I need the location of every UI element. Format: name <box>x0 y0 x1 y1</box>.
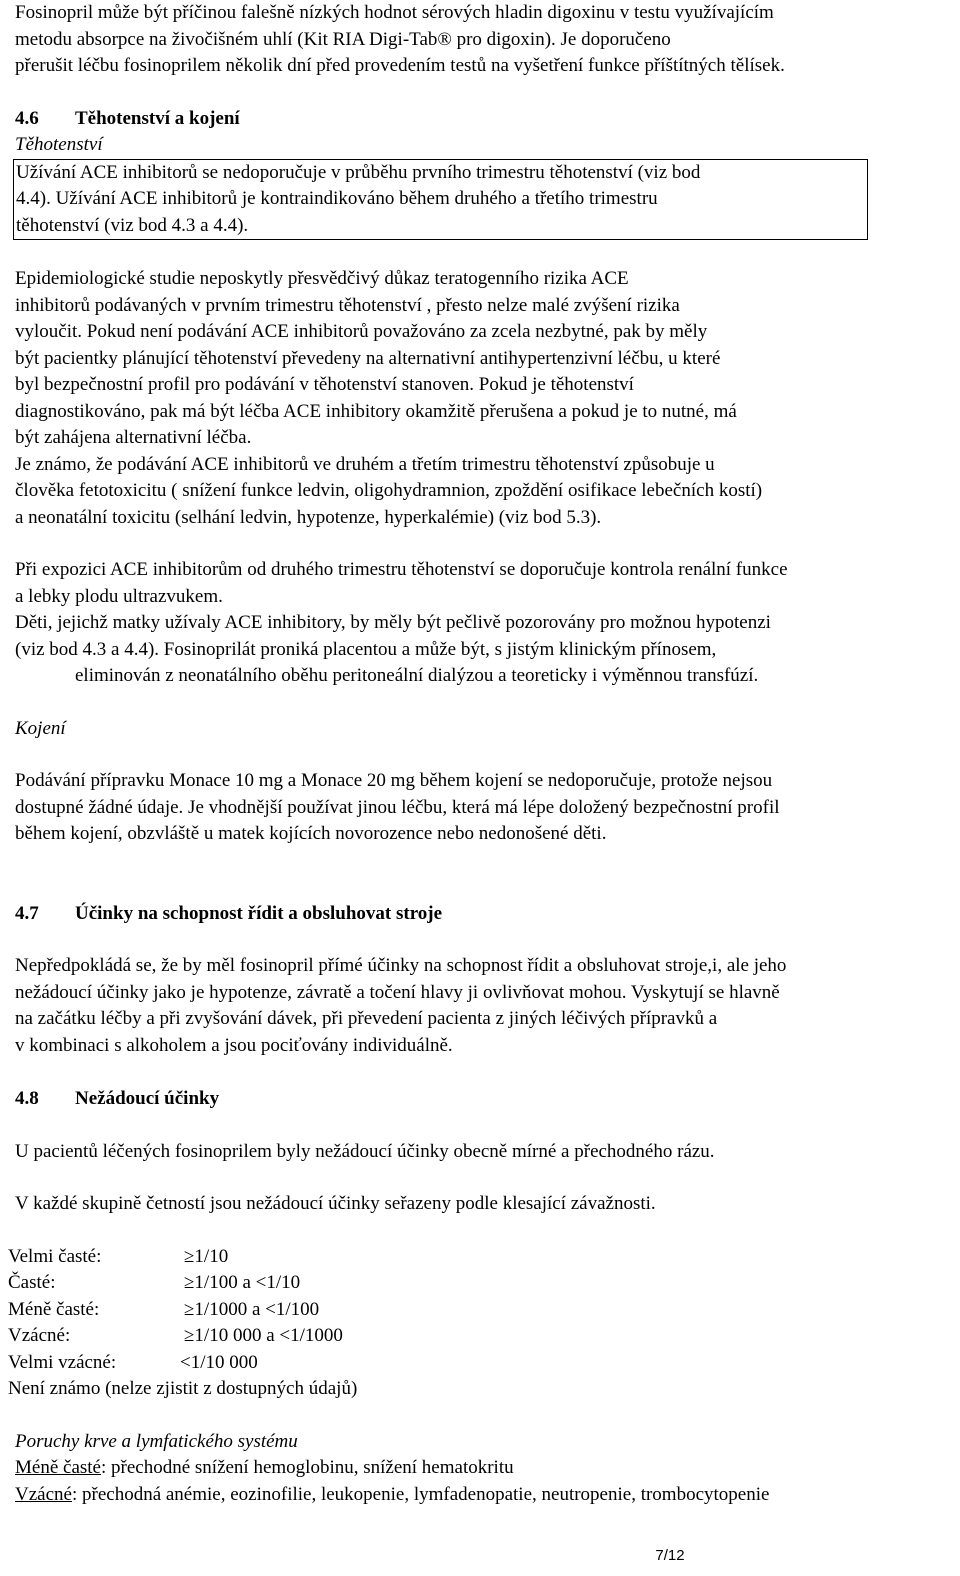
page-number: 7/12 <box>655 1547 685 1564</box>
frequency-value: ≥1/10 000 a <1/1000 <box>184 1325 343 1346</box>
frequency-value: ≥1/10 <box>184 1245 229 1267</box>
subheading-lactation: Kojení <box>15 717 66 739</box>
section-number: 4.6 <box>15 107 39 129</box>
frequency-row <box>8 1244 960 1271</box>
text-line: (viz bod 4.3 a 4.4). Fosinoprilát proniká placentou a může být, s jistým klinickým přínosem, <box>15 638 717 660</box>
text-line: byl bezpečnostní profil pro podávání v těhotenství stanoven. Pokud je těhotenství <box>15 374 634 395</box>
text-line: Je známo, že podávání ACE inhibitorů ve druhém a třetím trimestru těhotenství způsobuje u <box>15 453 715 475</box>
section-heading-4-7 <box>0 901 960 928</box>
text-line: 4.4). Užívání ACE inhibitorů je kontraindikováno během druhého a třetího trimestru <box>16 188 658 209</box>
adverse-item <box>15 1455 952 1482</box>
text-line: inhibitorů podávaných v prvním trimestru těhotenství , přesto nelze malé zvýšení rizika <box>15 294 680 316</box>
frequency-term: Velmi vzácné: <box>8 1351 117 1373</box>
frequency-value: <1/10 000 <box>180 1351 258 1373</box>
text-line: Užívání ACE inhibitorů se nedoporučuje v průběhu prvního trimestru těhotenství (viz bod <box>16 161 701 183</box>
adverse-text: : přechodné snížení hemoglobinu, snížení hematokritu <box>100 1457 514 1478</box>
section-heading-4-8 <box>0 1086 960 1113</box>
text-line: přerušit léčbu fosinoprilem několik dní před provedením testů na vyšetření funkce příštítných tělísek. <box>15 55 785 76</box>
section-title: Účinky na schopnost řídit a obsluhovat stroje <box>75 902 443 924</box>
text-line: vyloučit. Pokud není podávání ACE inhibitorů považováno za zcela nezbytné, pak by měly <box>15 321 708 342</box>
driving-paragraph <box>0 953 960 1059</box>
text-line: být pacientky plánující těhotenství převedeny na alternativní antihypertenzivní léčbu, u které <box>15 347 721 369</box>
text-line: Děti, jejichž matky užívaly ACE inhibitory, by měly být pečlivě pozorovány pro možnou hypotenzi <box>15 612 771 633</box>
text-line: být zahájena alternativní léčba. <box>15 427 252 448</box>
text-line: Nepředpokládá se, že by měl fosinopril přímé účinky na schopnost řídit a obsluhovat stroje,i, ale jeho <box>15 955 787 976</box>
text-line: nežádoucí účinky jako je hypotenze, závratě a točení hlavy ji ovlivňovat mohou. Vyskytují se hlavně <box>15 981 780 1003</box>
text-line: na začátku léčby a při zvyšování dávek, při převedení pacienta z jiných léčivých přípravků a <box>15 1008 718 1029</box>
frequency-term: Časté: <box>8 1272 56 1293</box>
frequency-value: ≥1/100 a <1/10 <box>184 1272 301 1293</box>
text-line: v kombinaci s alkoholem a jsou pociťovány individuálně. <box>15 1034 453 1056</box>
section-number: 4.7 <box>15 902 39 924</box>
text-line: metodu absorpce na živočišném uhlí (Kit RIA Digi-Tab® pro digoxin). Je doporučeno <box>15 28 671 50</box>
frequency-term: Velmi časté: <box>8 1245 102 1267</box>
section-heading-4-6 <box>0 106 960 133</box>
lactation-paragraph <box>0 768 960 848</box>
pregnancy-paragraph-2 <box>0 557 960 690</box>
text-line-indented: eliminován z neonatálního oběhu peritoneální dialýzou a teoreticky i výměnnou transfúzí. <box>75 665 759 686</box>
adverse-frequency: Vzácné <box>15 1483 72 1505</box>
adverse-paragraph-1: U pacientů léčených fosinoprilem byly nežádoucí účinky obecně mírné a přechodného rázu. <box>15 1140 715 1162</box>
adverse-paragraph-2: V každé skupině četností jsou nežádoucí účinky seřazeny podle klesající závažnosti. <box>15 1193 656 1214</box>
text-line: dostupné žádné údaje. Je vhodnější používat jinou léčbu, která má lépe doložený bezpečnostní profil <box>15 796 780 818</box>
intro-paragraph <box>0 0 960 80</box>
frequency-term: Vzácné: <box>8 1325 71 1346</box>
frequency-row <box>8 1350 960 1377</box>
pregnancy-warning-box <box>13 159 868 241</box>
blood-disorders <box>0 1429 960 1509</box>
text-line: diagnostikováno, pak má být léčba ACE inhibitory okamžitě přerušena a pokud je to nutné, má <box>15 400 737 422</box>
text-line: a lebky plodu ultrazvukem. <box>15 585 223 607</box>
frequency-value: ≥1/1000 a <1/100 <box>184 1298 320 1320</box>
frequency-row <box>8 1297 960 1324</box>
subheading-pregnancy: Těhotenství <box>15 134 103 155</box>
section-title: Těhotenství a kojení <box>75 107 240 129</box>
section-title: Nežádoucí účinky <box>75 1088 220 1109</box>
section-number: 4.8 <box>15 1088 39 1109</box>
text-line: Fosinopril může být příčinou falešně nízkých hodnot sérových hladin digoxinu v testu využívajícím <box>15 2 774 23</box>
frequency-term: Méně časté: <box>8 1298 100 1320</box>
frequency-row <box>8 1270 960 1297</box>
text-line: Epidemiologické studie neposkytly přesvědčivý důkaz teratogenního rizika ACE <box>15 268 629 289</box>
adverse-text: : přechodná anémie, eozinofilie, leukopenie, lymfadenopatie, neutropenie, trombocytopenie <box>71 1483 770 1505</box>
adverse-frequency: Méně časté <box>15 1457 101 1478</box>
frequency-unknown: Není známo (nelze zjistit z dostupných údajů) <box>8 1378 358 1399</box>
text-line: člověka fetotoxicitu ( snížení funkce ledvin, oligohydramnion, zpoždění osifikace lebečních kostí) <box>15 480 763 501</box>
adverse-item <box>15 1482 952 1509</box>
text-line: Podávání přípravku Monace 10 mg a Monace 20 mg během kojení se nedoporučuje, protože nejsou <box>15 770 773 791</box>
pregnancy-paragraph-1 <box>0 266 960 531</box>
text-line: těhotenství (viz bod 4.3 a 4.4). <box>16 214 249 236</box>
text-line: během kojení, obzvláště u matek kojících novorozence nebo nedonošené děti. <box>15 823 607 844</box>
text-line: a neonatální toxicitu (selhání ledvin, hypotenze, hyperkalémie) (viz bod 5.3). <box>15 506 602 528</box>
text-line: Při expozici ACE inhibitorům od druhého trimestru těhotenství se doporučuje kontrola renální funkce <box>15 559 788 580</box>
frequency-list <box>0 1244 960 1403</box>
soc-heading: Poruchy krve a lymfatického systému <box>15 1430 298 1452</box>
frequency-row <box>8 1323 960 1350</box>
